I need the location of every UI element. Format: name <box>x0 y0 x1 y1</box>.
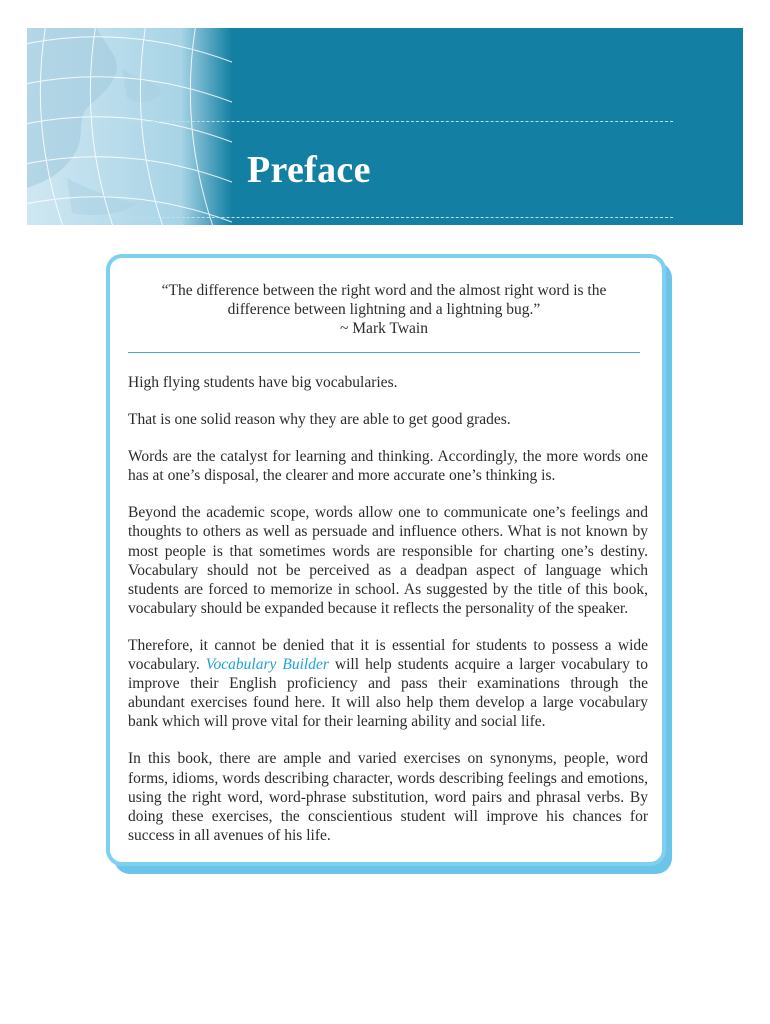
quote-divider <box>128 352 640 353</box>
paragraph-2: That is one solid reason why they are able to get good grades. <box>128 411 511 429</box>
quote-block <box>128 281 640 338</box>
paragraph-1: High flying students have big vocabularies. <box>128 374 398 391</box>
quote-line-2: difference between lightning and a lightning bug.” <box>227 301 541 318</box>
globe-map-image <box>27 28 232 225</box>
paragraph-5-end: will help students acquire a larger vocabulary to improve their English proficiency and pass their examinations through the abundant exercises found here. It will also help them develop a large vocabulary bank which will prove vital for their learning ability and social life. <box>128 656 648 731</box>
quote-author: ~ Mark Twain <box>340 320 428 337</box>
page-title: Preface <box>247 149 371 191</box>
banner-bottom-dashed-line <box>107 217 673 218</box>
book-title-highlight: Vocabulary Builder <box>205 656 329 674</box>
paragraph-6: In this book, there are ample and varied exercises on synonyms, people, word forms, idioms, words describing character, words describing feelings and emotions, using the right word, word-phrase substitution, word pairs and phrasal verbs. By doing these exercises, the conscientious student will improve his chances for success in all avenues of his life. <box>128 750 648 844</box>
paragraph-4: Beyond the academic scope, words allow one to communicate one’s feelings and thoughts to others as well as persuade and influence others. What is not known by most people is that sometimes words are responsible for charting one’s destiny. Vocabulary should not be perceived as a deadpan aspect of language which students are forced to memorize in school. As suggested by the title of this book, vocabulary should be expanded because it reflects the personality of the speaker. <box>128 504 648 617</box>
banner-top-dashed-line <box>107 121 673 122</box>
paragraph-5-start: Therefore, it cannot be denied that it is essential for students to possess a wide vocabulary. <box>128 636 648 674</box>
preface-body <box>128 373 648 863</box>
paragraph-5 <box>128 636 648 731</box>
header-banner <box>27 28 743 225</box>
quote-line-1: “The difference between the right word and the almost right word is the <box>161 282 607 299</box>
paragraph-3: Words are the catalyst for learning and thinking. Accordingly, the more words one has at one’s disposal, the clearer and more accurate one’s thinking is. <box>128 448 648 485</box>
